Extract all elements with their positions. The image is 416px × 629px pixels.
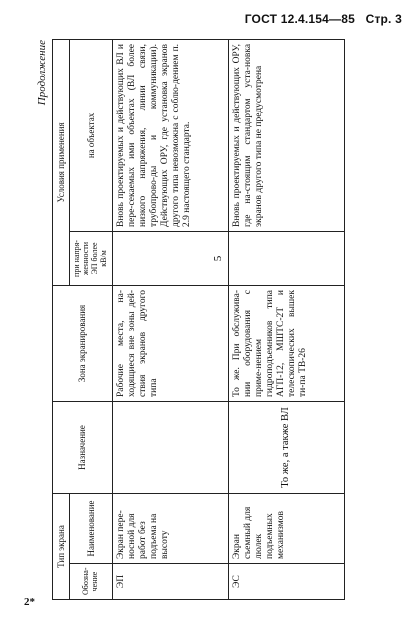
standard-number: ГОСТ 12.4.154—85 (244, 12, 355, 26)
row-on-objects-part-1: Вновь проектируемых и действующих ОРУ, где на-стоящим стандартом уста-новка экранов другого типа не предусмотрена (231, 43, 264, 227)
rotated-table-block (34, 40, 379, 600)
header-zone: Зона экранирования (53, 285, 113, 401)
header-on-objects: на объектах (70, 39, 112, 231)
header-name: Наименование (70, 493, 112, 563)
row-field-strength: 5 (112, 231, 228, 285)
row-field-strength (228, 231, 344, 285)
row-on-objects (112, 39, 228, 231)
header-conditions: Условия применения (53, 39, 70, 285)
table-row (112, 39, 228, 599)
row-purpose: То же, а также ВЛ (228, 401, 344, 493)
row-zone: Рабочие места, на-ходящиеся вне зоны дей-ствия экранов другого типа (112, 285, 228, 401)
table-row (228, 39, 344, 599)
header-purpose: Назначение (53, 401, 113, 493)
page-mark: 2* (24, 596, 35, 608)
page-header (245, 12, 402, 26)
header-field-strength: при напря-женности ЭП более кВ/м (70, 231, 112, 285)
row-on-objects-part-2: Действующих ОРУ, где установка экранов другого типа невозможна с соблю-дением п. 2.9 настоящего стандарта. (159, 43, 192, 227)
row-on-objects (228, 39, 344, 231)
continuation-label: Продолжение (36, 40, 48, 106)
row-designation: ЭП (112, 564, 228, 600)
row-name: Экран съемный для люлек подъемных механизмов (228, 493, 344, 563)
header-designation: Обозна-чение (70, 564, 112, 600)
row-name: Экран пере-носной для работ без подъема на высоту (112, 493, 228, 563)
row-purpose (112, 401, 228, 493)
row-designation: ЭС (228, 564, 344, 600)
header-row-1 (53, 39, 70, 599)
header-screen-type: Тип экрана (53, 493, 70, 599)
row-on-objects-part-1: Вновь проектируемых и действующих ВЛ и пере-секаемых ими объектах (ВЛ более низкого напряжения, линии связи, трубопрово-ды и коммуникации). (115, 43, 159, 227)
page-number: Стр. 3 (365, 12, 402, 26)
screens-table (52, 39, 345, 600)
row-zone: То же. При обслужива-нии оборудования с приме-нением гидроподъемников типа АГП-12, МШТС-2Т и телескопических вышек ти-па ТВ-26 (228, 285, 344, 401)
